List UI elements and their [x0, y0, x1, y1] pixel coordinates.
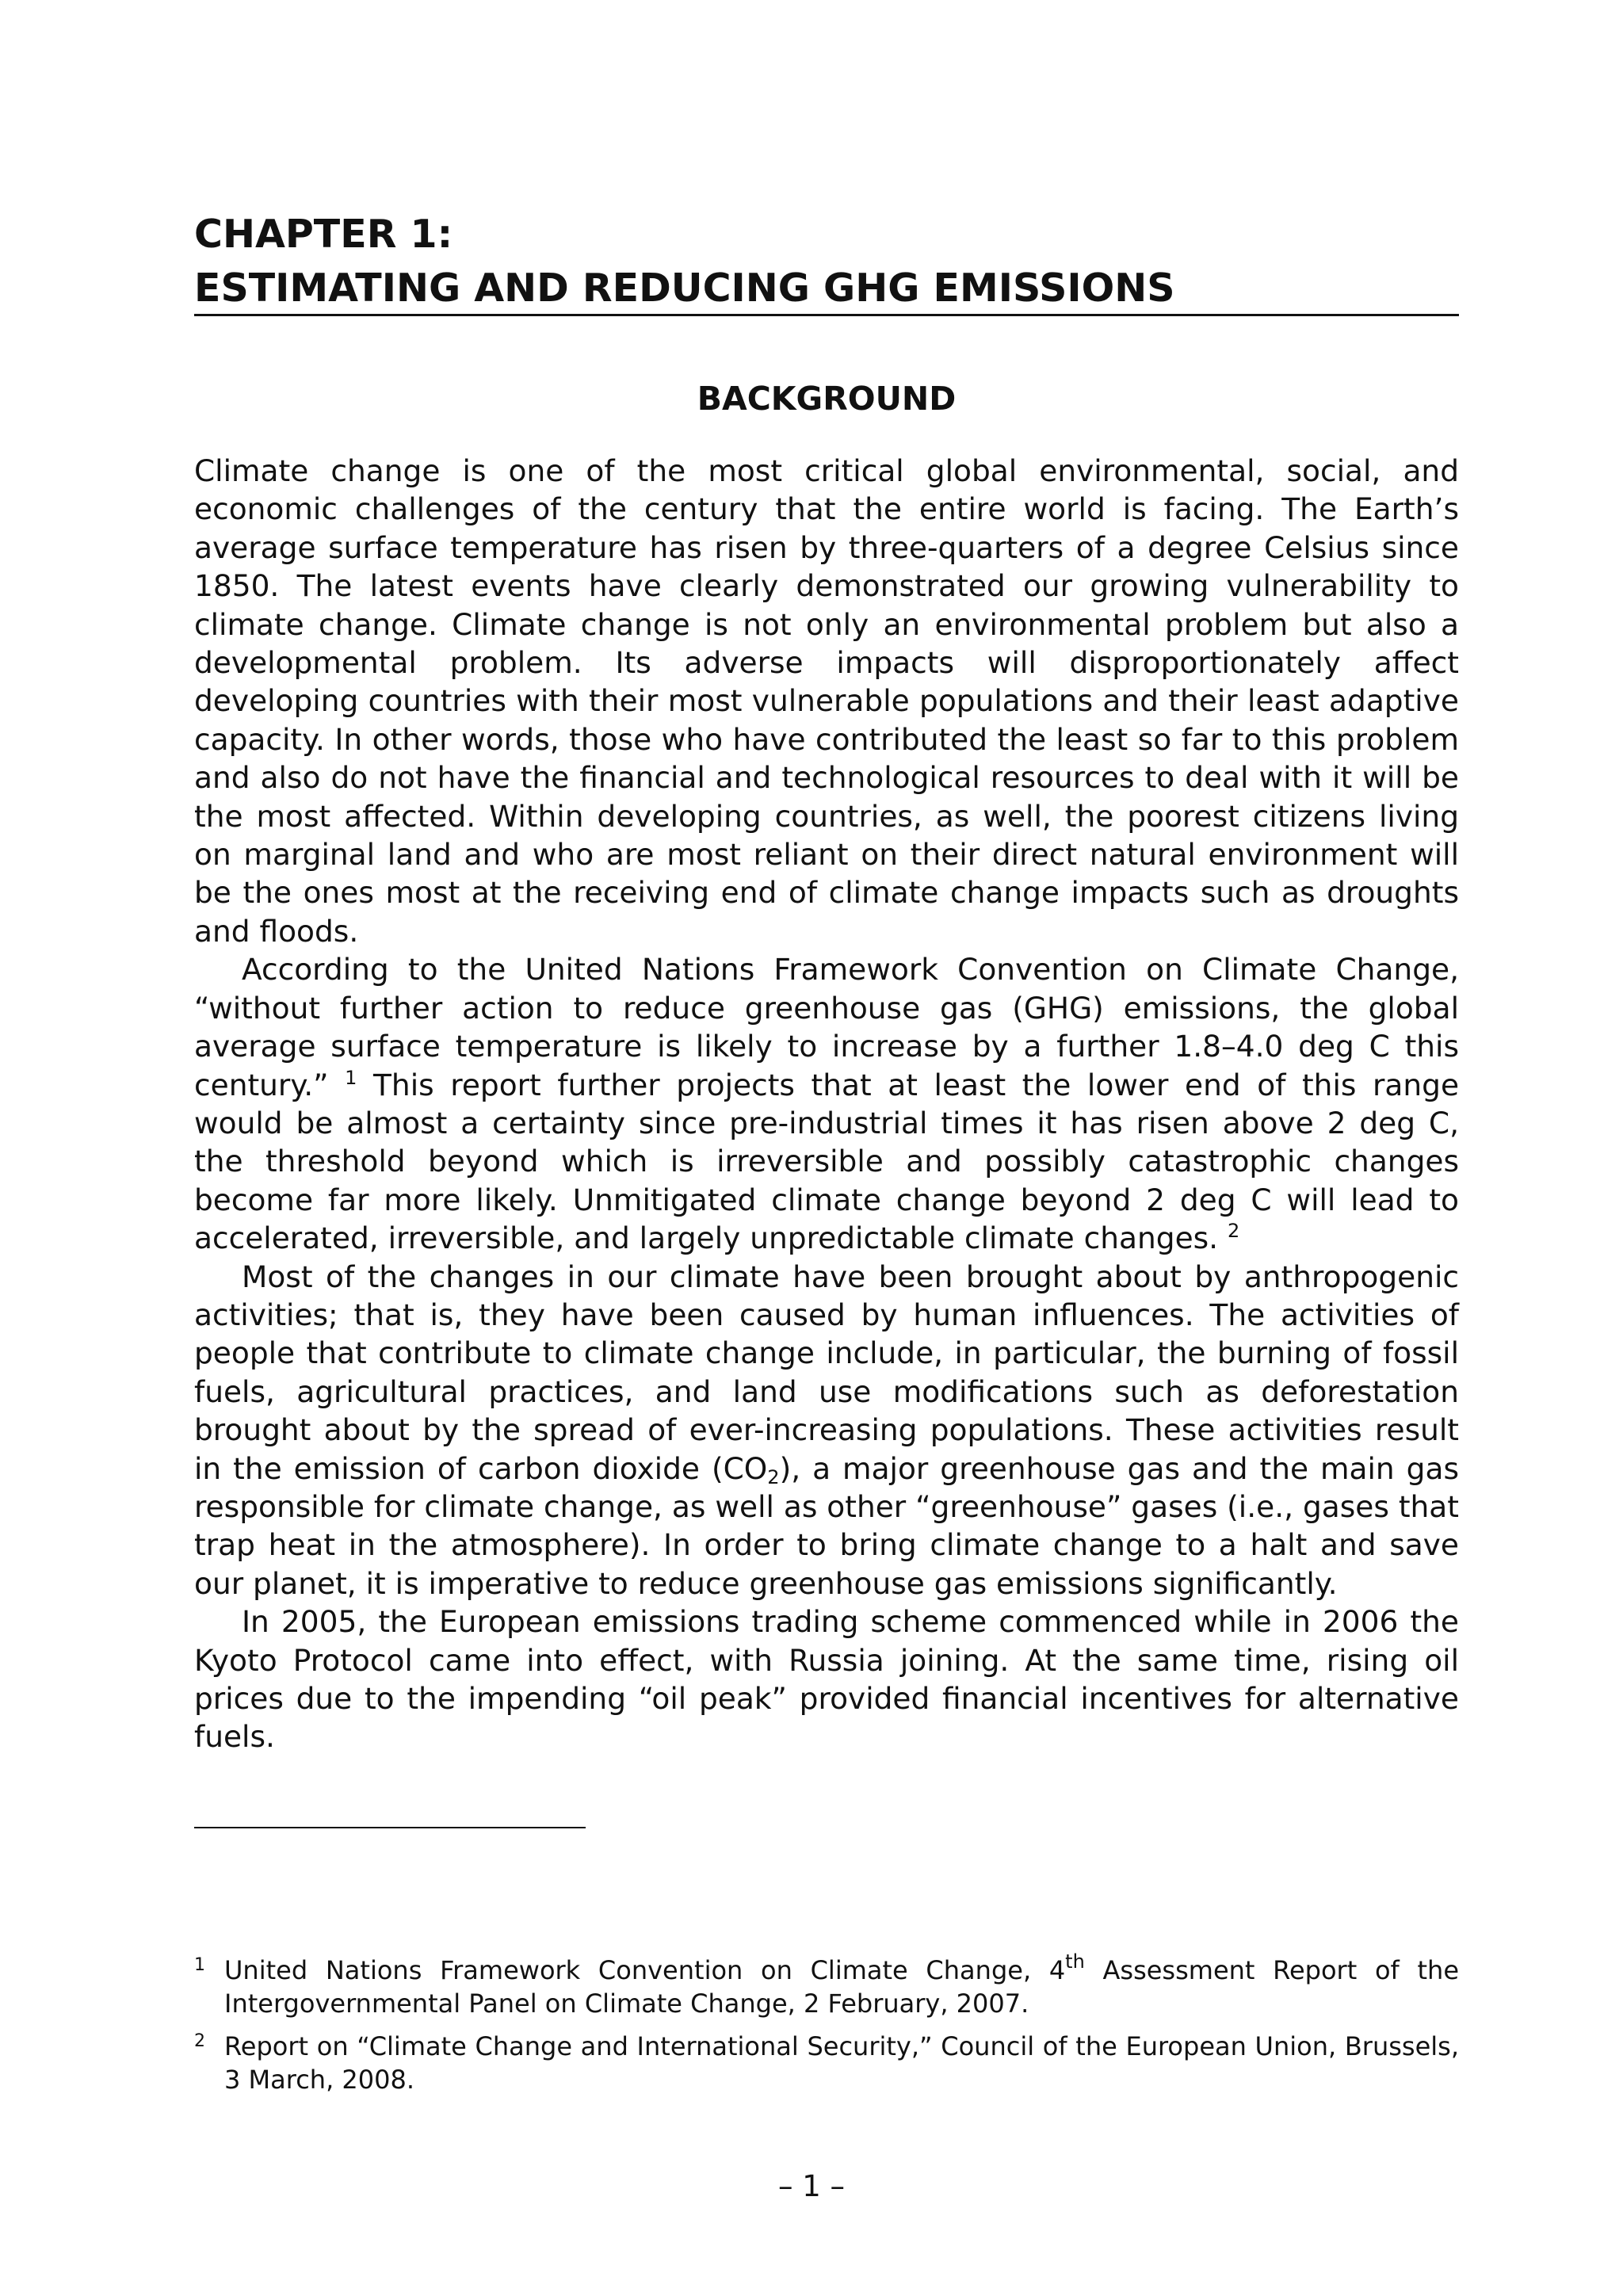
body-text [194, 452, 1459, 1756]
co2-subscript: 2 [767, 1465, 780, 1488]
page-number: – 1 – [777, 2169, 846, 2203]
footnote-1-mark: 1 [194, 1955, 205, 1975]
footnote-2-text: Report on “Climate Change and International Security,” Council of the European Union, Brussels, 3 March, 2008. [224, 2031, 1459, 2095]
footnote-1 [194, 1950, 1459, 2020]
paragraph-2 [194, 950, 1459, 1257]
paragraph-3-part-b: ), a major greenhouse gas and the main gas responsible for climate change, as well as other “greenhouse” gases (i.e., gases that trap heat in the atmosphere). In order to bring climate change to a halt and save our planet, it is imperative to reduce greenhouse gas emissions significantly. [194, 1450, 1459, 1601]
chapter-number: CHAPTER 1: [194, 212, 453, 257]
chapter-heading [194, 208, 1462, 315]
footnote-1-ordinal: th [1065, 1950, 1085, 1973]
paragraph-3 [194, 1258, 1459, 1603]
footnote-ref-2[interactable]: 2 [1228, 1220, 1240, 1243]
paragraph-1: Climate change is one of the most critical global environmental, social, and economic challenges of the century that the entire world is facing. The Earth’s average surface temperature has risen by three-quarters of a degree Celsius since 1850. The latest events have clearly demonstrated our growing vulnerability to climate change. Climate change is not only an environmental problem but also a developmental problem. Its adverse impacts will disproportionately affect developing countries with their most vulnerable populations and their least adaptive capacity. In other words, those who have contributed the least so far to this problem and also do not have the financial and technological resources to deal with it will be the most affected. Within developing countries, as well, the poorest citizens living on marginal land and who are most reliant on their direct natural environment will be the ones most at the receiving end of climate change impacts such as droughts and floods. [194, 453, 1459, 949]
footnotes [194, 1950, 1459, 2106]
paragraph-2-continuation: This report further projects that at least the lower end of this range would be almost a certainty since pre-industrial times it has risen above 2 deg C, the threshold beyond which is irreversible and possibly catastrophic changes become far more likely. Unmitigated climate change beyond 2 deg C will lead to accelerated, irreversible, and largely unpredictable climate changes. [194, 1067, 1460, 1256]
paragraph-2-quote: According to the United Nations Framework Convention on Climate Change, “without further action to reduce greenhouse gas (GHG) emissions, the global average surface temperature is likely to increase by a further 1.8–4.0 deg C this century.” [194, 952, 1459, 1102]
footnote-1-text-b: Assessment Report of the Intergovernmental Panel on Climate Change, 2 February, 2007. [224, 1955, 1459, 2019]
footnote-1-text-a: United Nations Framework Convention on Climate Change, 4 [224, 1955, 1066, 1985]
footnote-separator [194, 1827, 586, 1828]
footnote-2-mark: 2 [194, 2031, 205, 2051]
section-heading: BACKGROUND [697, 380, 957, 418]
chapter-title: ESTIMATING AND REDUCING GHG EMISSIONS [194, 266, 1175, 311]
footnote-ref-1[interactable]: 1 [345, 1066, 357, 1089]
paragraph-3-part-a: Most of the changes in our climate have been brought about by anthropogenic activities; that is, they have been caused by human influences. The activities of people that contribute to climate change include, in particular, the burning of fossil fuels, agricultural practices, and land use modifications such as deforestation brought about by the spread of ever-increasing populations. These activities result in the emission of carbon dioxide (CO [194, 1259, 1459, 1486]
paragraph-4: In 2005, the European emissions trading scheme commenced while in 2006 the Kyoto Protocol came into effect, with Russia joining. At the same time, rising oil prices due to the impending “oil peak” provided financial incentives for alternative fuels. [194, 1604, 1459, 1755]
chapter-heading-rule [194, 314, 1459, 316]
footnote-2 [194, 2030, 1459, 2096]
